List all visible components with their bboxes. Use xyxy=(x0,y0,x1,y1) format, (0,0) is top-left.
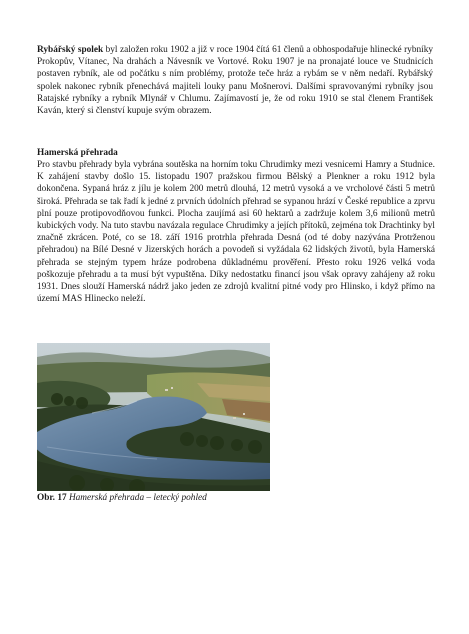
paragraph-dam: Pro stavbu přehrady byla vybrána soutěska na horním toku Chrudimky mezi vesnicemi Hamry a Studnice. K zahájení stavby došlo 15. listopadu 1907 pražskou firmou Bělský a Plenkner a roku 1912 byla dokončena. Sypaná hráz z jílu je kolem 200 metrů dlouhá, 12 metrů vysoká a ve vrcholové části 5 metrů široká. Přehrada se tak řadí k jedné z prvních údolních přehrad se sypanou hrází v České republice a zprvu plní pouze protipovodňovou funkci. Plocha zaujímá asi 60 hektarů a zadržuje kolem 3,6 milionů metrů kubických vody. Na tuto stavbu navázala regulace Chrudimky a jejích přítoků, zejména tok Drachtinky byl značně zkrácen. Poté, co se 18. září 1916 protrhla přehrada Desná (od té doby nazývána Protrženou přehradou) na Bílé Desné v Jizerských horách a povodeň si vyžádala 62 lidských životů, byla Hamerská přehrada se stejným typem hráze podrobena důkladnému prověření. Přesto roku 1926 velká voda poškozuje přehradu a ta musí být vypuštěna. Díky nedostatku financí jsou však opravy zahájeny až roku 1931. Dnes slouží Hamerská nádrž jako jeden ze zdrojů kvalitní pitné vody pro Hlinsko, i když přímo na území MAS Hlinecko neleží. xyxy=(37,160,436,305)
figure-caption-text: Hamerská přehrada – letecký pohled xyxy=(66,493,207,503)
paragraph-lead-bold: Rybářský spolek xyxy=(37,45,104,55)
section-heading: Hamerská přehrada xyxy=(37,148,118,158)
paragraph-text: byl založen roku 1902 a již v roce 1904 čítá 61 členů a obhospodařuje hlinecké rybníky Prokopův, Vítanec, Na drahách a Návesník ve Vortové. Roku 1907 je na pronajaté louce ve Studnicích postaven rybník, ale od počátku s ním problémy, protože teče hráz a rybám se v něm nedaří. Rybářský spolek nakonec rybník přenechává majiteli louky panu Mošnerovi. Dalšími spravovanými rybníky jsou Ratajské rybníky a rybník Mlynář v Chlumu. Zajímavostí je, že od roku 1910 se stal členem František Kaván, který si členství kupuje svým obrazem. xyxy=(37,45,433,117)
figure-label: Obr. 17 xyxy=(37,493,67,503)
figure-caption xyxy=(37,492,207,504)
aerial-landscape-image xyxy=(37,343,270,491)
paragraph-fishing-club xyxy=(37,44,433,117)
aerial-photo xyxy=(37,343,270,491)
